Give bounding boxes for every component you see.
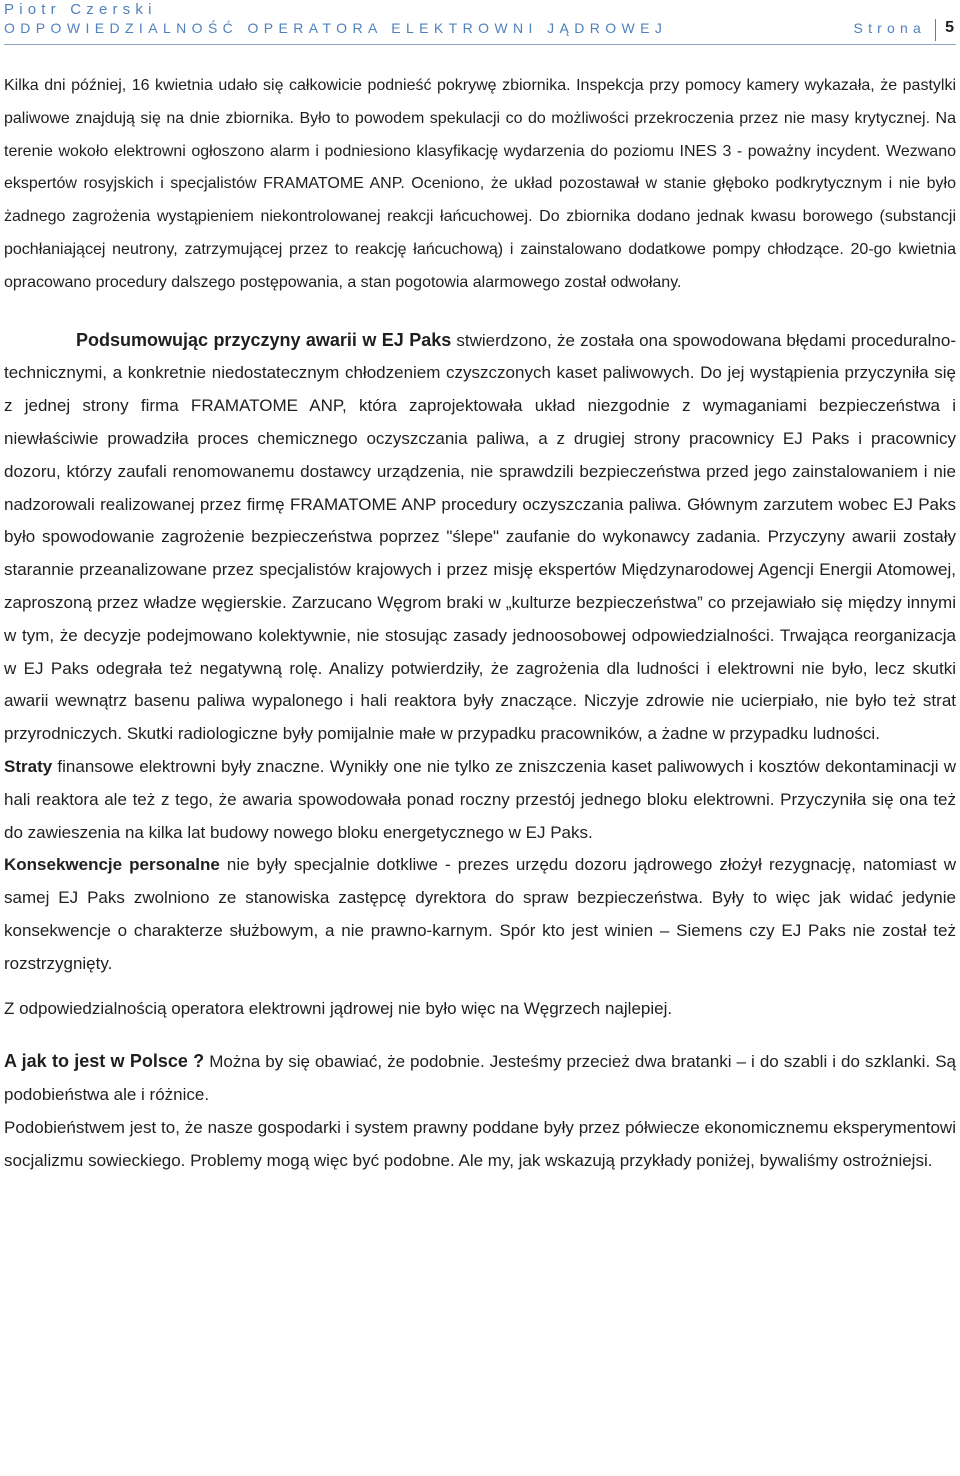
poland-lead: A jak to jest w Polsce ? — [4, 1051, 205, 1072]
poland-text: Można by się obawiać, że podobnie. Jesteśmy przecież dwa bratanki – i do szabli i do szklanki. Są podobieństwa ale i różnice. — [4, 1052, 956, 1105]
page-number-divider — [935, 19, 936, 41]
summary-text: stwierdzono, że została ona spowodowana błędami proceduralno-technicznymi, a konkretnie niedostatecznym chłodzeniem czyszczonych kaset paliwowych. Do jej wystąpienia przyczyniła się z jednej strony firma FRAMATOME ANP, która zaprojektowała układ niezgodnie z wymaganiami bezpieczeństwa i niewłaściwie prowadziła proces chemicznego oczyszczania paliwa, a z drugiej strony pracownicy EJ Paks i pracownicy dozoru, którzy zaufali renomowanemu dostawcy urządzenia, nie sprawdzili bezpieczeństwa przed jego zainstalowaniem i nie nadzorowali realizowanej przez firmę FRAMATOME ANP procedury oczyszczania paliwa. Głównym zarzutem wobec EJ Paks było spowodowanie zagrożenie bezpieczeństwa poprzez "ślepe" zaufanie do wykonawcy zadania. Przyczyny awarii zostały starannie przeanalizowane przez specjalistów krajowych i przez misję ekspertów Międzynarodowej Agencji Energii Atomowej, zaproszoną przez władze węgierskie. Zarzucano Węgrom braki w „kulturze bezpieczeństwa” co przejawiało się między innymi w tym, że decyzje podejmowano kolektywnie, nie stosując zasady jednoosobowej odpowiedzialności. Trwająca reorganizacja w EJ Paks odegrała też negatywną rolę. Analizy potwierdziły, że zagrożenia dla ludności i elektrowni nie było, lecz skutki awarii wewnątrz basenu paliwa wypalonego i hali reaktora były znaczące. Niczyje zdrowie nie ucierpiało, nie było też strat przyrodniczych. Skutki radiologiczne były pomijalnie małe w przypadku pracowników, a żadne w przypadku ludności. — [4, 330, 956, 744]
page-number: 5 — [945, 19, 954, 36]
paragraph-summary — [4, 324, 956, 751]
document-body — [4, 70, 956, 1178]
losses-text: finansowe elektrowni były znaczne. Wynikły one nie tylko ze zniszczenia kaset paliwowych i kosztów dekontaminacji w hali reaktora ale też z tego, że awaria spowodowała ponad roczny przestój jednego bloku elektrowni. Przyczyniła się ona też do zawieszenia na kilka lat budowy nowego bloku energetycznego w EJ Paks. — [4, 756, 956, 842]
paragraph-similarities: Podobieństwem jest to, że nasze gospodarki i system prawny poddane były przez półwiecze ekonomicznemu eksperymentowi socjalizmu sowieckiego. Problemy mogą więc być podobne. Ale my, jak wskazują przykłady poniżej, bywaliśmy ostrożniejsi. — [4, 1117, 956, 1170]
paragraph-consequences — [4, 849, 956, 980]
paragraph-losses — [4, 751, 956, 849]
document-title: ODPOWIEDZIALNOŚĆ OPERATORA ELEKTROWNI JĄDROWEJ — [4, 20, 668, 36]
page-header — [4, 0, 956, 45]
author-name: Piotr Czerski — [4, 1, 157, 18]
losses-lead: Straty — [4, 756, 53, 776]
paragraph-poland — [4, 1045, 956, 1112]
summary-lead: Podsumowując przyczyny awarii w EJ Paks — [76, 329, 452, 350]
consequences-lead: Konsekwencje personalne — [4, 855, 220, 875]
consequences-text: nie były specjalnie dotkliwe - prezes urzędu dozoru jądrowego złożył rezygnację, natomiast w samej EJ Paks zwolniono ze stanowiska zastępcę dyrektora do spraw bezpieczeństwa. Były to więc jak widać jedynie konsekwencje o charakterze służbowym, a nie prawno-karnym. Spór kto jest winien – Siemens czy EJ Paks nie został też rozstrzygnięty. — [4, 855, 956, 973]
page-label: Strona — [853, 20, 926, 36]
paragraph-conclusion: Z odpowiedzialnością operatora elektrowni jądrowej nie było więc na Węgrzech najlepiej. — [4, 998, 673, 1018]
paragraph-events: Kilka dni później, 16 kwietnia udało się całkowicie podnieść pokrywę zbiornika. Inspekcja przy pomocy kamery wykazała, że pastylki paliwowe znajdują się na dnie zbiornika. Było to powodem spekulacji co do możliwości przekroczenia przez nie masy krytycznej. Na terenie wokoło elektrowni ogłoszono alarm i podniesiono klasyfikację wydarzenia do poziomu INES 3 - poważny incydent. Wezwano ekspertów rosyjskich i specjalistów FRAMATOME ANP. Oceniono, że układ pozostawał w stanie głęboko podkrytycznym i nie było żadnego zagrożenia wystąpieniem niekontrolowanej reakcji łańcuchowej. Do zbiornika dodano jednak kwasu borowego (substancji pochłaniającej neutrony, zatrzymującej przez to reakcję łańcuchową) i zainstalowano dodatkowe pompy chłodzące. 20-go kwietnia opracowano procedury dalszego postępowania, a stan pogotowia alarmowego został odwołany. — [4, 77, 956, 291]
